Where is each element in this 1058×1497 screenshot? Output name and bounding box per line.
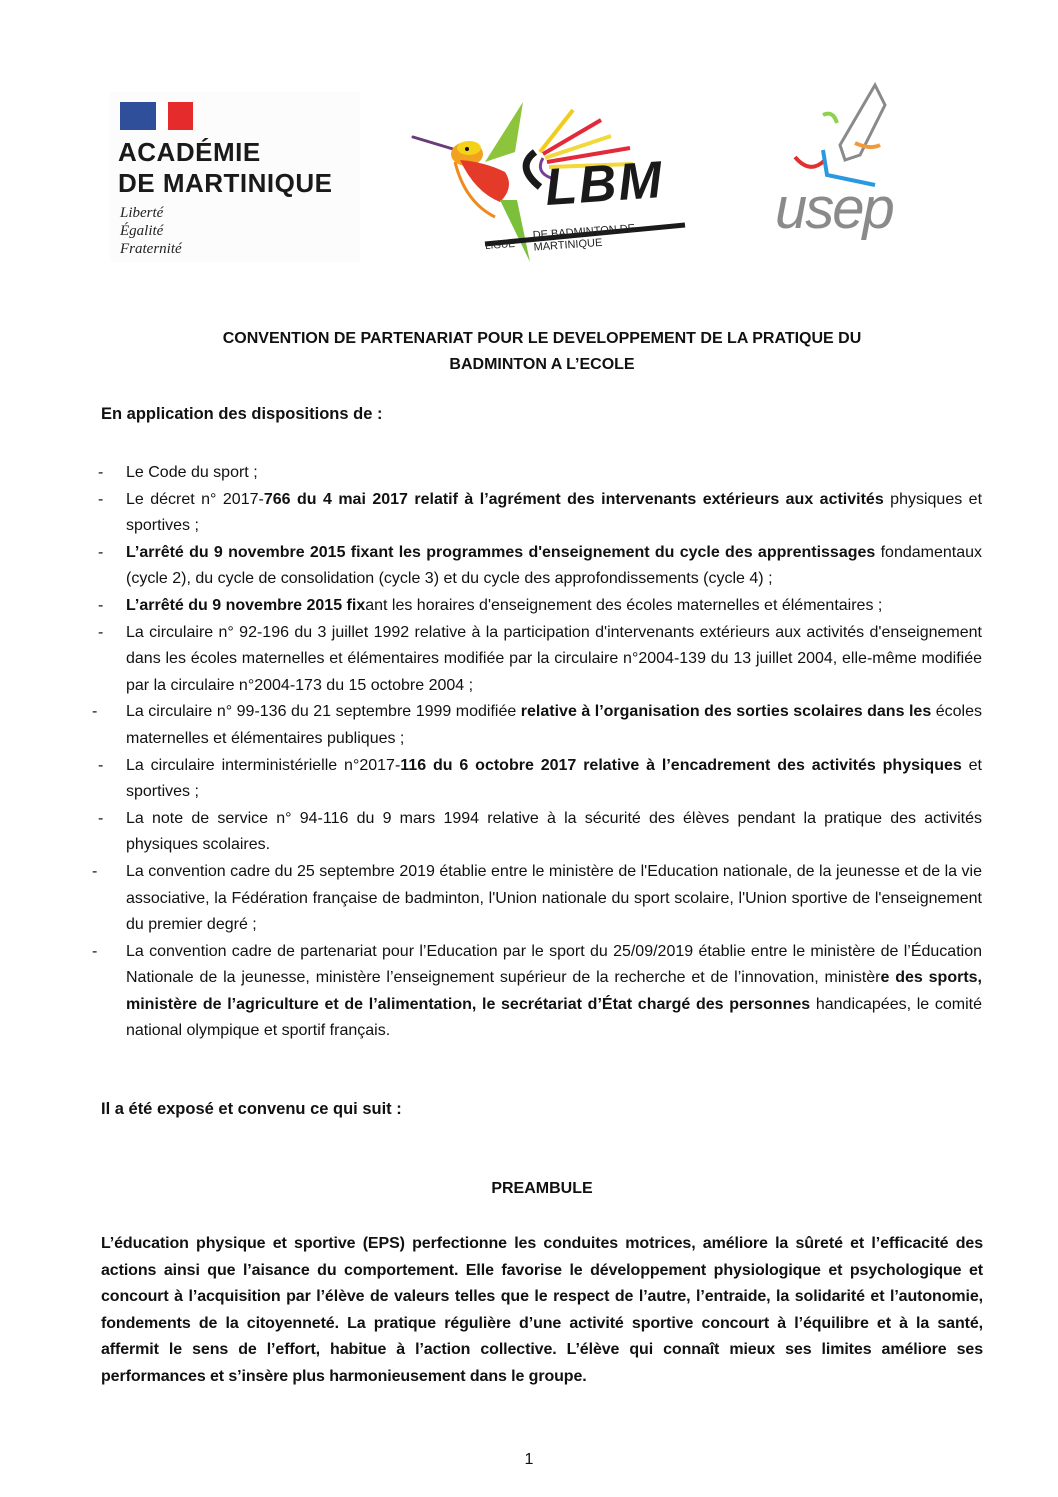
list-bullet: -	[98, 756, 104, 774]
list-item	[85, 487, 982, 540]
list-item-text: physiques et sportives ;	[126, 490, 983, 535]
list-item-text: fondamentaux (cycle 2), du cycle de consolidation (cycle 3) et du cycle des approfondissements (cycle 4) ;	[126, 543, 983, 588]
list-bullet: -	[98, 596, 104, 614]
list-item-text: La circulaire interministérielle n°2017-	[126, 756, 401, 774]
list-item-text: ant les horaires d'enseignement des écoles maternelles et élémentaires ;	[365, 596, 883, 614]
page-number: 1	[524, 1451, 534, 1468]
list-item-text: La circulaire n° 92-196 du 3 juillet 1992 relative à la participation d'intervenants extérieurs aux activités d'enseignement dans les écoles maternelles et élémentaires modifiée par la circulaire n°2004-139 du 13 juillet 2004, elle-même modifiée par la circulaire n°2004-173 du 15 octobre 2004 ;	[126, 623, 982, 694]
expose-heading: Il a été exposé et convenu ce qui suit :	[101, 1100, 402, 1118]
usep-wordmark: usep	[775, 176, 893, 241]
usep-logo	[765, 75, 940, 265]
list-item	[85, 859, 982, 939]
preambule-paragraph: L’éducation physique et sportive (EPS) perfectionne les conduites motrices, améliore la sûreté et l’efficacité des actions ainsi que l’aisance du comportement. Elle favorise le développement physiologique et psychologique et concourt à l’acquisition par l’élève de valeurs telles que le respect de l’autre, l’entraide, la solidarité et l’autonomie, fondements de la citoyenneté. La pratique régulière d’une activité sportive concourt à l’équilibre et à la santé, affermit le sens de l’effort, habitue à l’action collective. L’élève qui connaît mieux ses limites améliore ses performances et s’insère plus harmonieusement dans le groupe.	[101, 1235, 983, 1385]
list-item	[85, 540, 982, 593]
republique-francaise-flag-icon	[120, 102, 193, 130]
document-title-line2: BADMINTON A L’ECOLE	[449, 356, 635, 373]
list-bullet: -	[92, 942, 98, 960]
list-bullet: -	[98, 623, 104, 641]
list-item-text: La circulaire n° 99-136 du 21 septembre 1999 modifiée	[126, 703, 521, 721]
list-item-text: et sportives ;	[126, 756, 983, 801]
list-item	[85, 699, 982, 752]
list-item	[85, 593, 982, 620]
academie-logo-line2: DE MARTINIQUE	[118, 168, 333, 198]
motto-fraternite: Fraternité	[120, 241, 182, 257]
list-item-text: La convention cadre du 25 septembre 2019 établie entre le ministère de l'Education nationale, de la jeunesse et de la vie associative, la Fédération française de badminton, l'Union nationale du sport scolaire, l'Union sportive de l'enseignement du premier degré ;	[126, 862, 982, 934]
application-heading: En application des dispositions de :	[101, 405, 383, 423]
academie-logo-line1: ACADÉMIE	[118, 137, 261, 167]
list-item-text: Le décret n° 2017-	[126, 490, 264, 508]
list-item-text: écoles maternelles et élémentaires publiques ;	[126, 703, 982, 747]
list-item-text: handicapées, le comité national olympique et sportif français.	[126, 995, 982, 1040]
list-item	[85, 620, 982, 700]
list-bullet: -	[98, 490, 104, 508]
list-item-text-bold: L’arrêté du 9 novembre 2015 fix	[126, 596, 366, 614]
lbm-acronym: LBM	[543, 150, 666, 218]
lbm-logo	[405, 92, 695, 267]
list-item-text-bold: 766 du 4 mai 2017 relatif à l’agrément des intervenants extérieurs aux activités	[263, 490, 884, 508]
list-item	[85, 460, 982, 487]
motto-egalite: Égalité	[120, 223, 164, 239]
document-title-line1: CONVENTION DE PARTENARIAT POUR LE DEVELOPPEMENT DE LA PRATIQUE DU	[222, 330, 862, 347]
list-bullet: -	[98, 543, 104, 561]
list-item	[85, 939, 982, 1045]
list-bullet: -	[92, 703, 98, 721]
list-item-text: La convention cadre de partenariat pour l’Education par le sport du 25/09/2019 établie entre le ministère de l’Éducation Nationale de la jeunesse, ministère l’enseignement supérieur de la recherche et de l’innovation, ministèr	[126, 942, 982, 987]
list-item-text-bold: relative à l’organisation des sorties scolaires dans les	[520, 703, 932, 721]
list-bullet: -	[98, 809, 104, 827]
lbm-subtitle-left: LIGUE	[484, 238, 516, 253]
list-bullet: -	[92, 862, 98, 880]
list-bullet: -	[98, 464, 104, 481]
list-item-text-bold: L’arrêté du 9 novembre 2015 fixant les programmes d'enseignement du cycle des apprentissages	[126, 543, 876, 561]
list-item	[85, 806, 982, 859]
academie-martinique-logo	[110, 92, 360, 262]
list-item-text-bold: 116 du 6 octobre 2017 relative à l’encadrement des activités physiques	[400, 756, 962, 774]
list-item	[85, 753, 982, 806]
list-item-text: Le Code du sport ;	[126, 464, 258, 481]
list-item-text-bold: e des sports, ministère de l’agriculture et de l’alimentation, le secrétariat d’État chargé des personnes	[126, 969, 983, 1013]
preambule-title: PREAMBULE	[491, 1180, 593, 1197]
list-item-text: La note de service n° 94-116 du 9 mars 1994 relative à la sécurité des élèves pendant la pratique des activités physiques scolaires.	[126, 809, 982, 854]
dispositions-list	[85, 460, 985, 1045]
lbm-subtitle-right: DE BADMINTON DE MARTINIQUE	[532, 222, 636, 254]
motto-liberte: Liberté	[120, 205, 164, 221]
